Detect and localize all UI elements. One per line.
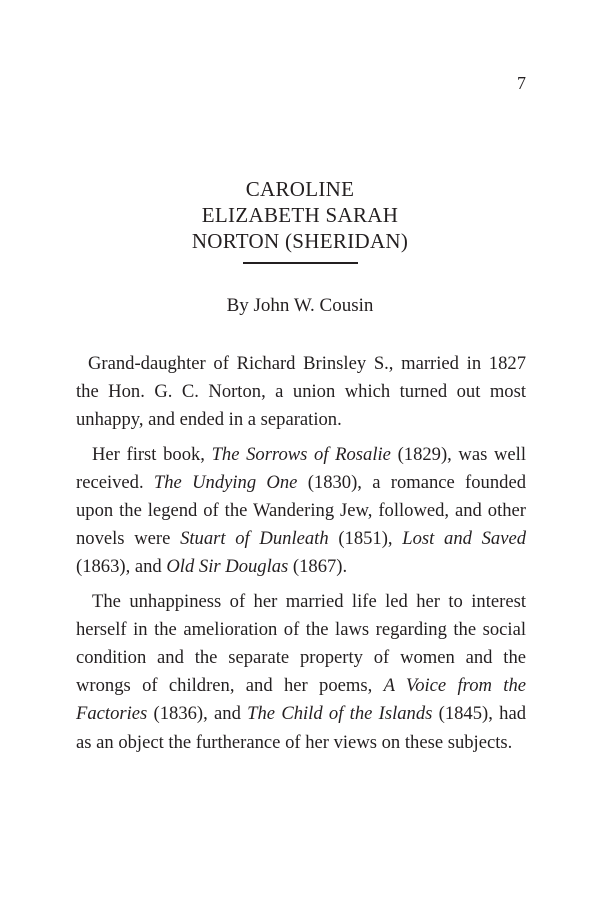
book-title: The Child of the Islands bbox=[247, 703, 433, 725]
text-run: The unhappiness of her married life led her to interest herself in the amelioration of the laws regarding the social condition and the separate property of women and the wrongs of children, and her poems, bbox=[76, 590, 526, 697]
text-run: (1829), was well received. bbox=[76, 443, 526, 493]
text-run: (1845), had as an object the furtherance of her views on these subjects. bbox=[76, 703, 526, 753]
book-title: The Sorrows of Rosalie bbox=[211, 443, 391, 465]
text-run: (1830), a romance founded upon the legend of the Wandering Jew, followed, and other novels were bbox=[76, 471, 526, 550]
title-line: NORTON (SHERIDAN) bbox=[191, 229, 409, 253]
title-line: CAROLINE bbox=[245, 177, 355, 201]
paragraph bbox=[76, 350, 526, 435]
article-body bbox=[76, 350, 526, 763]
book-title: Stuart of Dunleath bbox=[180, 528, 329, 550]
text-run: (1867). bbox=[288, 556, 348, 578]
page-number: 7 bbox=[517, 73, 526, 93]
text-run: Her first book, bbox=[92, 443, 212, 465]
book-title: Old Sir Douglas bbox=[166, 556, 289, 578]
book-title: The Undying One bbox=[153, 471, 298, 493]
book-title: A Voice from the Factories bbox=[76, 675, 526, 725]
byline: By John W. Cousin bbox=[226, 295, 374, 316]
title-line: ELIZABETH SARAH bbox=[201, 203, 399, 227]
paragraph bbox=[76, 441, 526, 582]
text-run: (1836), and bbox=[147, 703, 248, 725]
paragraph bbox=[76, 588, 526, 757]
page-title bbox=[0, 176, 600, 254]
text-run: (1851), bbox=[328, 528, 403, 550]
text-run: (1863), and bbox=[76, 556, 167, 578]
book-title: Lost and Saved bbox=[402, 528, 527, 550]
text-run: Grand-daughter of Richard Brinsley S., married in 1827 the Hon. G. C. Norton, a union which turned out most unhappy, and ended in a separation. bbox=[76, 353, 526, 431]
title-divider bbox=[243, 262, 358, 264]
